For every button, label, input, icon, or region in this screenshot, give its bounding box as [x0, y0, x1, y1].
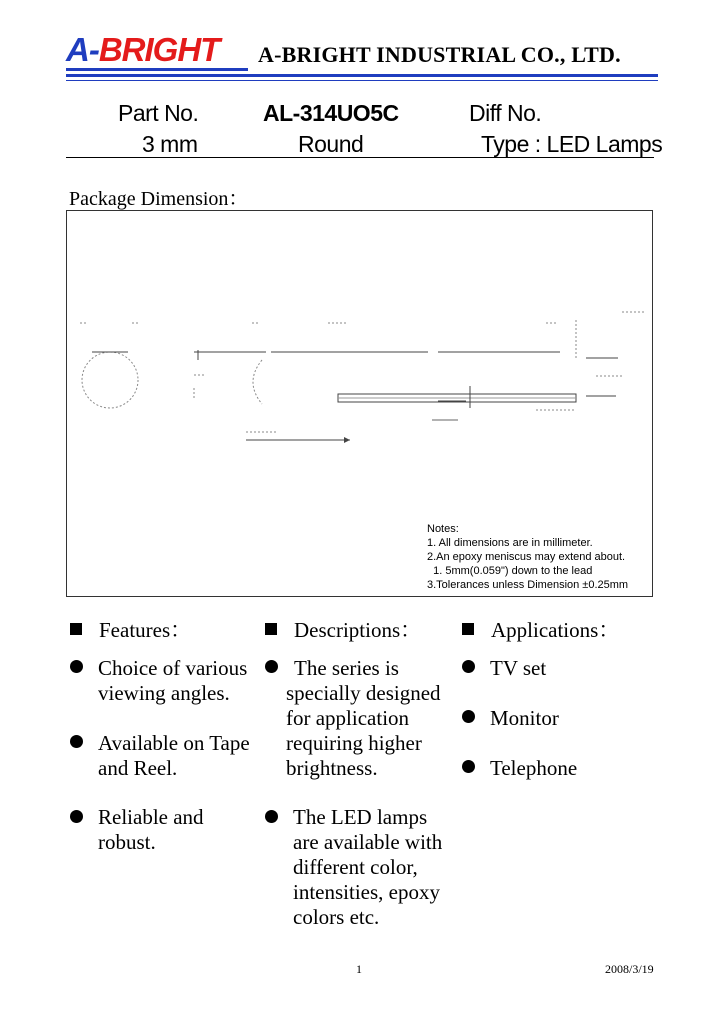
square-bullet-icon	[265, 623, 277, 635]
bullet-dot-icon	[462, 760, 475, 773]
package-dimension-title: Package Dimension：	[69, 188, 249, 210]
bullet-dot-icon	[462, 660, 475, 673]
document-date: 2008/3/19	[605, 962, 654, 976]
lamp-shape: Round	[298, 131, 364, 157]
bullet-dot-icon	[70, 735, 83, 748]
bullet-dot-icon	[462, 710, 475, 723]
features-title: Features：	[99, 618, 192, 642]
feature-item	[98, 656, 247, 706]
feature-line: viewing angles.	[98, 681, 230, 705]
diff-no-label: Diff No.	[469, 100, 542, 126]
feature-item	[98, 731, 250, 781]
feature-line: robust.	[98, 830, 156, 854]
feature-line: and Reel.	[98, 756, 178, 780]
square-bullet-icon	[462, 623, 474, 635]
bullet-dot-icon	[70, 660, 83, 673]
application-item: TV set	[490, 656, 547, 680]
feature-line: Available on Tape	[98, 731, 250, 755]
bullet-dot-icon	[70, 810, 83, 823]
bullet-dot-icon	[265, 660, 278, 673]
description-item	[293, 805, 442, 930]
description-line: intensities, epoxy	[293, 880, 440, 904]
application-item: Telephone	[490, 756, 578, 780]
company-logo	[66, 30, 219, 70]
feature-item	[98, 805, 204, 855]
note-item: 1. All dimensions are in millimeter.	[427, 537, 593, 549]
part-no-label: Part No.	[118, 100, 199, 126]
descriptions-heading	[265, 614, 421, 644]
applications-title: Applications：	[491, 618, 620, 642]
logo-underline	[66, 68, 248, 71]
header-rule-thin	[66, 80, 658, 81]
description-line: for application	[286, 706, 410, 730]
part-info-rule	[66, 157, 654, 158]
note-item: 3.Tolerances unless Dimension ±0.25mm	[427, 579, 629, 591]
feature-line: Choice of various	[98, 656, 248, 680]
description-line: brightness.	[286, 756, 378, 780]
logo-text-a: A-	[66, 31, 99, 68]
description-line: colors etc.	[293, 905, 380, 929]
package-notes	[427, 522, 628, 592]
description-line: The LED lamps	[293, 805, 428, 829]
features-heading	[70, 614, 191, 644]
note-item: 1. 5mm(0.059") down to the lead	[427, 565, 593, 577]
company-name: A-BRIGHT INDUSTRIAL CO., LTD.	[258, 42, 621, 67]
notes-heading: Notes:	[427, 523, 459, 535]
description-item	[286, 656, 441, 781]
lamp-type: Type : LED Lamps	[481, 131, 663, 157]
descriptions-title: Descriptions：	[294, 618, 422, 642]
applications-heading	[462, 614, 619, 644]
feature-line: Reliable and	[98, 805, 204, 829]
bullet-dot-icon	[265, 810, 278, 823]
description-line: The series is	[294, 656, 399, 680]
lamp-size: 3 mm	[142, 131, 198, 157]
description-line: are available with	[293, 830, 443, 854]
page-number: 1	[356, 962, 362, 976]
logo-text-bright: BRIGHT	[98, 31, 220, 68]
note-item: 2.An epoxy meniscus may extend about.	[427, 551, 626, 563]
description-line: different color,	[293, 855, 418, 879]
description-line: requiring higher	[286, 731, 422, 755]
application-item: Monitor	[490, 706, 559, 730]
header-rule	[66, 74, 658, 77]
square-bullet-icon	[70, 623, 82, 635]
part-no-value: AL-314UO5C	[263, 100, 399, 126]
description-line: specially designed	[286, 681, 441, 705]
